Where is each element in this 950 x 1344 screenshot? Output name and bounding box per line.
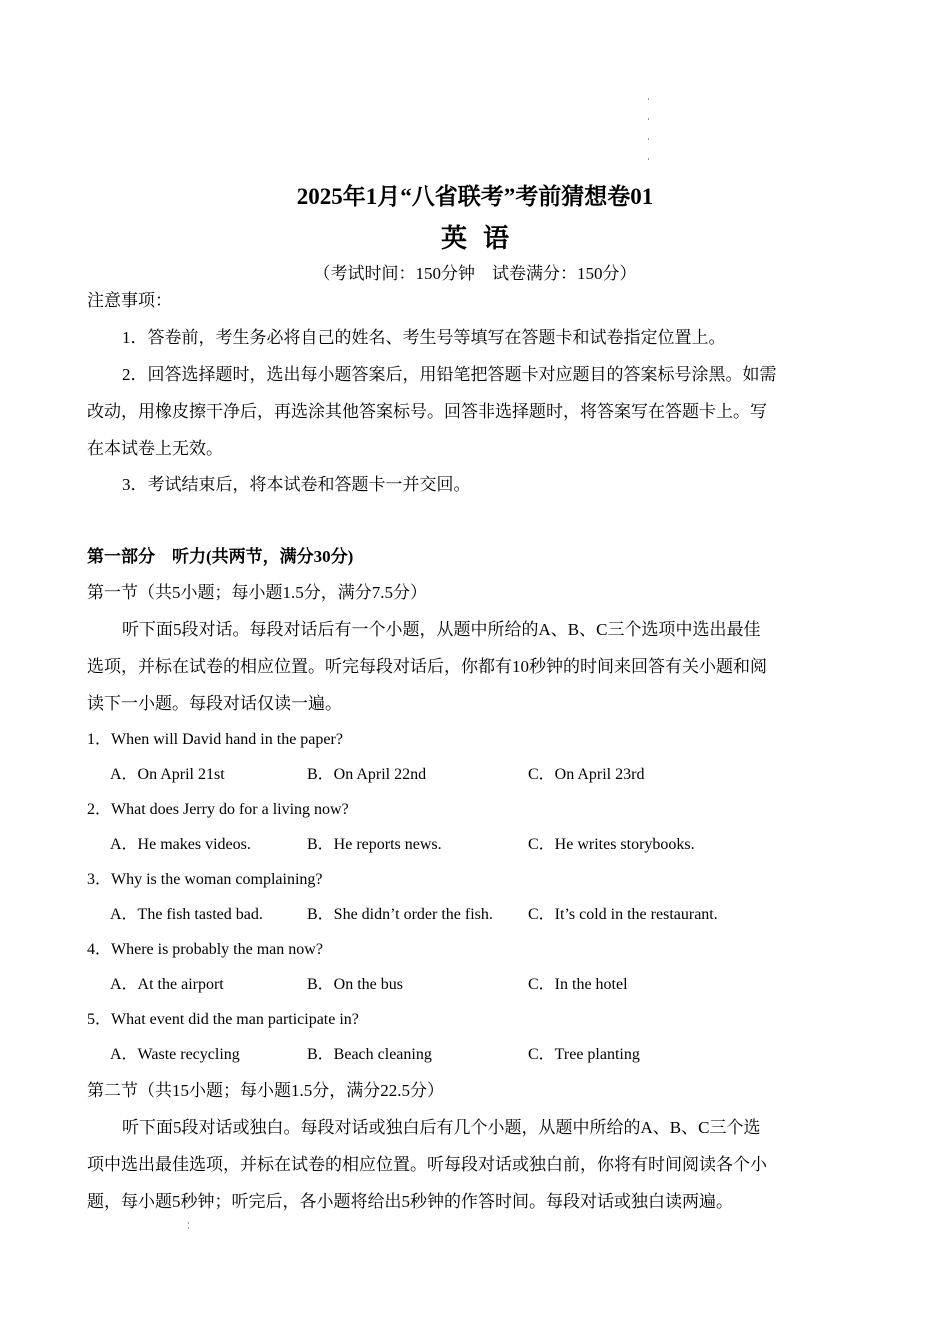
question-3-stem: 3．Why is the woman complaining? [87,871,323,888]
notice-item-1: 1．答卷前，考生务必将自己的姓名、考生号等填写在答题卡和试卷指定位置上。 [122,328,726,347]
question-1-option-b: B．On April 22nd [307,766,427,783]
section1-instructions-line-3: 读下一小题。每段对话仅读一遍。 [87,694,342,713]
margin-dot [188,1222,189,1224]
section2-instructions-line-2: 项中选出最佳选项，并标在试卷的相应位置。听每段对话或独白前，你将有时间阅读各个小 [87,1155,767,1174]
section2-heading: 第二节（共15小题；每小题1.5分，满分22.5分） [87,1081,444,1100]
margin-dot [188,1227,189,1229]
question-5-option-a: A．Waste recycling [110,1046,240,1063]
question-1-option-a: A．On April 21st [110,766,225,783]
question-1-stem: 1．When will David hand in the paper? [87,731,343,748]
section1-heading: 第一节（共5小题；每小题1.5分，满分7.5分） [87,583,427,602]
notice-heading: 注意事项： [87,291,172,310]
margin-dot [648,98,649,100]
question-2-option-b: B．He reports news. [307,836,442,853]
section2-instructions-line-1: 听下面5段对话或独白。每段对话或独白后有几个小题，从题中所给的A、B、C三个选 [122,1118,761,1137]
page-title: 2025年1月“八省联考”考前猜想卷01 [296,184,654,209]
question-4-stem: 4．Where is probably the man now? [87,941,323,958]
question-2-stem: 2．What does Jerry do for a living now? [87,801,349,818]
question-2-option-c: C．He writes storybooks. [528,836,695,853]
notice-item-2-line-3: 在本试卷上无效。 [87,439,223,458]
question-3-option-a: A．The fish tasted bad. [110,906,263,923]
question-5-option-b: B．Beach cleaning [307,1046,432,1063]
margin-dot [648,158,649,160]
subject-title: 英语 [440,224,525,253]
section1-instructions-line-2: 选项，并标在试卷的相应位置。听完每段对话后，你都有10秒钟的时间来回答有关小题和阅 [87,657,767,676]
margin-dot [648,138,649,140]
question-1-option-c: C．On April 23rd [528,766,645,783]
question-3-option-c: C．It’s cold in the restaurant. [528,906,718,923]
question-5-option-c: C．Tree planting [528,1046,640,1063]
notice-item-2-line-2: 改动，用橡皮擦干净后，再选涂其他答案标号。回答非选择题时，将答案写在答题卡上。写 [87,402,767,421]
question-4-option-b: B．On the bus [307,976,404,993]
question-4-option-c: C．In the hotel [528,976,628,993]
notice-item-2-line-1: 2．回答选择题时，选出每小题答案后，用铅笔把答题卡对应题目的答案标号涂黑。如需 [122,365,777,384]
section2-instructions-line-3: 题，每小题5秒钟；听完后，各小题将给出5秒钟的作答时间。每段对话或独白读两遍。 [87,1192,733,1211]
margin-dot [648,118,649,120]
question-5-stem: 5．What event did the man participate in? [87,1011,359,1028]
question-3-option-b: B．She didn’t order the fish. [307,906,493,923]
exam-info: （考试时间：150分钟 试卷满分：150分） [313,264,637,283]
section1-instructions-line-1: 听下面5段对话。每段对话后有一个小题，从题中所给的A、B、C三个选项中选出最佳 [122,620,761,639]
notice-item-3: 3．考试结束后，将本试卷和答题卡一并交回。 [122,475,471,494]
question-2-option-a: A．He makes videos. [110,836,251,853]
part1-heading: 第一部分 听力(共两节，满分30分) [87,547,354,566]
question-4-option-a: A．At the airport [110,976,224,993]
